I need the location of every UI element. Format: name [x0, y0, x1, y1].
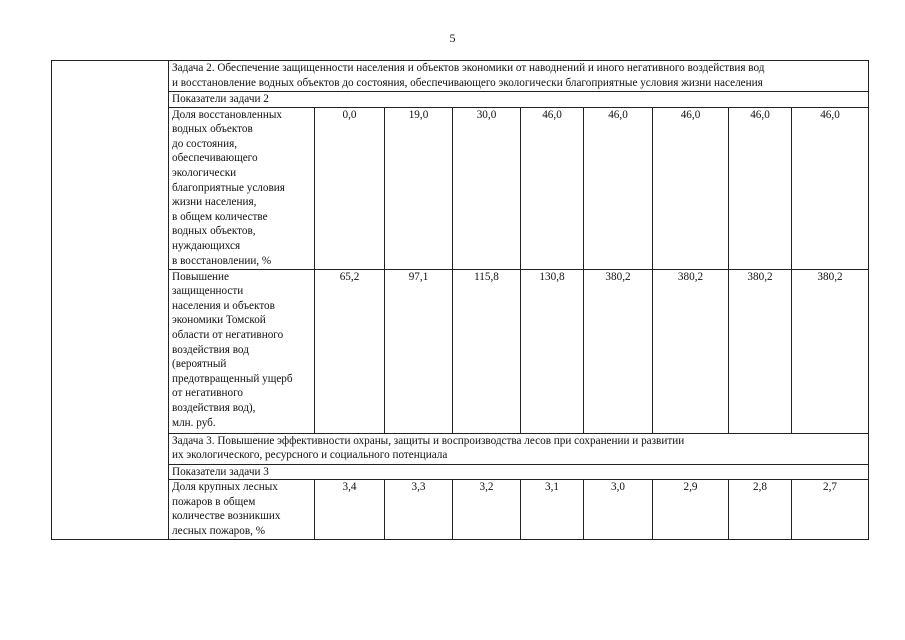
task2-indicators-label: Показатели задачи 2 [169, 92, 869, 108]
indicator-line: населения и объектов [172, 299, 275, 312]
task3-title-line1: Задача 3. Повышение эффективности охраны, защиты и воспроизводства лесов при сохранении и развитии [172, 434, 685, 447]
indicator-line: (вероятный [172, 358, 227, 371]
indicator-line: лесных пожаров, % [172, 524, 266, 537]
value-cell: 3,4 [315, 480, 385, 539]
value-cell: 130,8 [521, 269, 584, 433]
value-cell: 2,7 [792, 480, 869, 539]
indicator-line: водных объектов, [172, 225, 256, 238]
value-cell: 46,0 [729, 107, 792, 269]
value-cell: 46,0 [792, 107, 869, 269]
task3-indicators-label: Показатели задачи 3 [169, 464, 869, 480]
value-cell: 380,2 [729, 269, 792, 433]
value-cell: 65,2 [315, 269, 385, 433]
value-cell: 3,2 [453, 480, 521, 539]
table-row [52, 107, 869, 269]
indicator-line: пожаров в общем [172, 495, 256, 508]
left-empty-column [52, 61, 169, 540]
indicator-line: благоприятные условия [172, 181, 285, 194]
value-cell: 46,0 [653, 107, 729, 269]
indicator-line: в восстановлении, % [172, 254, 272, 267]
value-cell: 19,0 [385, 107, 453, 269]
value-cell: 0,0 [315, 107, 385, 269]
indicator-line: млн. руб. [172, 416, 216, 429]
table-row [52, 480, 869, 539]
indicator-line: обеспечивающего [172, 152, 258, 165]
indicator-name-cell [169, 269, 315, 433]
indicator-line: области от негативного [172, 328, 284, 341]
value-cell: 380,2 [792, 269, 869, 433]
task3-title-cell [169, 433, 869, 464]
indicator-line: в общем количестве [172, 210, 268, 223]
indicator-line: количестве возникших [172, 510, 281, 523]
value-cell: 3,0 [584, 480, 653, 539]
indicator-line: Повышение [172, 270, 229, 283]
indicator-name-cell [169, 480, 315, 539]
indicator-line: от негативного [172, 387, 243, 400]
value-cell: 46,0 [584, 107, 653, 269]
value-cell: 380,2 [653, 269, 729, 433]
indicator-line: нуждающихся [172, 239, 241, 252]
indicator-line: Доля крупных лесных [172, 481, 278, 494]
indicator-line: предотвращенный ущерб [172, 372, 293, 385]
indicator-line: до состояния, [172, 137, 238, 150]
value-cell: 97,1 [385, 269, 453, 433]
task2-title-line2: и восстановление водных объектов до состояния, обеспечивающего экологически благоприятные условия жизни населения [172, 76, 763, 89]
task3-title-line2: их экологического, ресурсного и социального потенциала [172, 449, 448, 462]
table-row [52, 269, 869, 433]
indicator-line: жизни населения, [172, 196, 257, 209]
indicator-name-cell [169, 107, 315, 269]
indicators-table [51, 60, 869, 540]
value-cell: 3,3 [385, 480, 453, 539]
value-cell: 2,8 [729, 480, 792, 539]
indicator-line: Доля восстановленных [172, 108, 282, 121]
value-cell: 30,0 [453, 107, 521, 269]
indicator-line: воздействия вод), [172, 401, 256, 414]
page-number: 5 [449, 31, 456, 45]
indicator-line: воздействия вод [172, 343, 249, 356]
indicator-line: экологически [172, 166, 237, 179]
value-cell: 46,0 [521, 107, 584, 269]
value-cell: 2,9 [653, 480, 729, 539]
task2-title-line1: Задача 2. Обеспечение защищенности населения и объектов экономики от наводнений и иного негативного воздействия вод [172, 62, 765, 74]
indicator-line: водных объектов [172, 123, 253, 136]
indicator-line: защищенности [172, 285, 244, 298]
indicator-line: экономики Томской [172, 314, 266, 327]
value-cell: 115,8 [453, 269, 521, 433]
task2-title-cell [169, 61, 869, 92]
value-cell: 380,2 [584, 269, 653, 433]
value-cell: 3,1 [521, 480, 584, 539]
